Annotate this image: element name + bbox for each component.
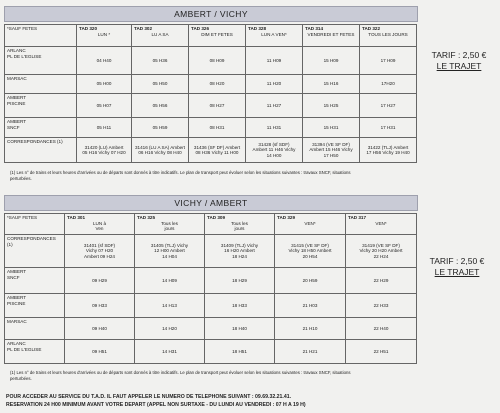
column-header: TAD 302 LU A SA bbox=[132, 25, 189, 47]
time-cell: 08 H20 bbox=[189, 75, 246, 94]
column-header: TAD 301 LUN à Ven bbox=[65, 214, 135, 235]
column-header: TAD 326 DIM ET FETES bbox=[189, 25, 246, 47]
time-cell: 22 H29 bbox=[346, 268, 417, 294]
header-row bbox=[5, 25, 417, 47]
connection-cell: 31428 (sf SDF) Ambert 11 H46 Vichy 14 H00 bbox=[246, 138, 303, 163]
column-header: TAD 314 VENDREDI ET FETES bbox=[303, 25, 360, 47]
correspondances-label: CORRESPONDANCES (1) bbox=[5, 138, 77, 163]
timetable-vichy-ambert bbox=[4, 213, 417, 364]
tarif-label: TARIF : 2,50 € bbox=[429, 256, 485, 266]
time-cell: 21 H21 bbox=[275, 340, 346, 364]
time-cell: 08 H09 bbox=[189, 47, 246, 75]
time-cell: 14 H13 bbox=[135, 294, 205, 318]
time-cell: 18 H29 bbox=[205, 268, 275, 294]
connection-cell: 31422 (TLJ) Ambert 17 H56 Vichy 19 H40 bbox=[360, 138, 417, 163]
correspondances-row bbox=[5, 138, 417, 163]
reservation-line: RESERVATION 24 H00 MINIMUM AVANT VOTRE DEPART (APPEL NON SURTAXE - DU LUNDI AU VENDREDI : 07 H A 19 H) bbox=[6, 401, 306, 408]
tarif-box-1 bbox=[420, 50, 498, 72]
table-row bbox=[5, 75, 417, 94]
timetable-ambert-vichy bbox=[4, 24, 417, 163]
time-cell: 05 H50 bbox=[132, 75, 189, 94]
time-cell: 09 H29 bbox=[65, 268, 135, 294]
table-row bbox=[5, 268, 417, 294]
column-header: TAD 320 LUN * bbox=[77, 25, 132, 47]
time-cell: 15 H31 bbox=[303, 118, 360, 138]
sauf-fetes-header: *SAUF FETES bbox=[5, 214, 65, 235]
correspondances-row bbox=[5, 235, 417, 268]
time-cell: 11 H27 bbox=[246, 94, 303, 118]
sauf-fetes-header: *SAUF FETES bbox=[5, 25, 77, 47]
connection-cell: 31409 (TLJ) Vichy 16 H20 Ambert 18 H24 bbox=[205, 235, 275, 268]
section-title-vichy-ambert: VICHY / AMBERT bbox=[4, 195, 418, 211]
time-cell: 18 H51 bbox=[205, 340, 275, 364]
time-cell: 05 H36 bbox=[132, 47, 189, 75]
time-cell: 11 H20 bbox=[246, 75, 303, 94]
time-cell: 08 H27 bbox=[189, 94, 246, 118]
column-header: TAD 329 VEN* bbox=[275, 214, 346, 235]
column-header: TAD 317 VEN* bbox=[346, 214, 417, 235]
column-header: TAD 325 Tous les jours bbox=[135, 214, 205, 235]
column-header: TAD 309 Tous les jours bbox=[205, 214, 275, 235]
connection-cell: 31420 (LU) Ambert 05 H16 Vichy 07 H20 bbox=[77, 138, 132, 163]
table-row bbox=[5, 318, 417, 340]
tarif-sub: LE TRAJET bbox=[434, 267, 480, 277]
time-cell: 08 H31 bbox=[189, 118, 246, 138]
time-cell: 17 H09 bbox=[360, 47, 417, 75]
tarif-sub: LE TRAJET bbox=[436, 61, 482, 71]
time-cell: 22 H40 bbox=[346, 318, 417, 340]
reservation-footer bbox=[6, 394, 496, 410]
time-cell: 18 H33 bbox=[205, 294, 275, 318]
stop-name: AMBERT SNCF bbox=[5, 268, 65, 294]
stop-name: MARSAC bbox=[5, 318, 65, 340]
connection-cell: 31401 (sf SDF) Vichy 07 H20 Ambert 09 H24 bbox=[65, 235, 135, 268]
time-cell: 05 H00 bbox=[77, 75, 132, 94]
stop-name: ARLANC PL DE L'EGLISE bbox=[5, 47, 77, 75]
time-cell: 20 H59 bbox=[275, 268, 346, 294]
time-cell: 14 H20 bbox=[135, 318, 205, 340]
time-cell: 05 H11 bbox=[77, 118, 132, 138]
stop-name: AMBERT PISCINE bbox=[5, 294, 65, 318]
time-cell: 18 H40 bbox=[205, 318, 275, 340]
time-cell: 17 H27 bbox=[360, 94, 417, 118]
stop-name: ARLANC PL DE L'EGLISE bbox=[5, 340, 65, 364]
phone-line: POUR ACCEDER AU SERVICE DU T.A.D. IL FAUT APPELER LE NUMERO DE TELEPHONE SUIVANT : 09.69.32.21.41. bbox=[6, 394, 292, 400]
connection-cell: 31416 (LU A SA) Ambert 06 H16 Vichy 08 H40 bbox=[132, 138, 189, 163]
time-cell: 11 H31 bbox=[246, 118, 303, 138]
connection-cell: 31394 (VE SF DF) Ambert 15 H46 Vichy 17 H50 bbox=[303, 138, 360, 163]
tarif-box-2 bbox=[418, 256, 496, 278]
time-cell: 14 H31 bbox=[135, 340, 205, 364]
tarif-label: TARIF : 2,50 € bbox=[431, 50, 487, 60]
time-cell: 21 H10 bbox=[275, 318, 346, 340]
table-row bbox=[5, 294, 417, 318]
time-cell: 17 H31 bbox=[360, 118, 417, 138]
stop-name: AMBERT PISCINE bbox=[5, 94, 77, 118]
connection-cell: 31405 (TLJ) Vichy 12 H00 Ambert 14 H04 bbox=[135, 235, 205, 268]
table-row bbox=[5, 94, 417, 118]
time-cell: 21 H03 bbox=[275, 294, 346, 318]
time-cell: 15 H09 bbox=[303, 47, 360, 75]
table-row bbox=[5, 340, 417, 364]
time-cell: 05 H56 bbox=[132, 94, 189, 118]
time-cell: 09 H40 bbox=[65, 318, 135, 340]
time-cell: 15 H16 bbox=[303, 75, 360, 94]
connection-cell: 31415 (VE SF DF) Vichy 18 H50 Ambert 20 H54 bbox=[275, 235, 346, 268]
table-row bbox=[5, 118, 417, 138]
connection-cell: 31436 (SF DF) Ambert 08 H36 Vichy 11 H00 bbox=[189, 138, 246, 163]
column-header: TAD 328 LUN A VEN* bbox=[246, 25, 303, 47]
time-cell: 22 H51 bbox=[346, 340, 417, 364]
stop-name: MARSAC bbox=[5, 75, 77, 94]
time-cell: 04 H40 bbox=[77, 47, 132, 75]
time-cell: 05 H07 bbox=[77, 94, 132, 118]
time-cell: 17H20 bbox=[360, 75, 417, 94]
stop-name: AMBERT SNCF bbox=[5, 118, 77, 138]
section-title-ambert-vichy: AMBERT / VICHY bbox=[4, 6, 418, 22]
connection-cell: 31419 (VE SF DF) Vichy 20 H20 Ambert 22 H24 bbox=[346, 235, 417, 268]
column-header: TAD 322 TOUS LES JOURS bbox=[360, 25, 417, 47]
header-row bbox=[5, 214, 417, 235]
time-cell: 09 H51 bbox=[65, 340, 135, 364]
footnote-ambert-vichy: (1) Les n° de trains et leurs heures d'arrivées ou de départs sont donnés à titre indicatifs. Le plan de transport peut évoluer selon les situations suivantes : travaux SNCF, situations perturbées. bbox=[10, 170, 351, 181]
time-cell: 22 H33 bbox=[346, 294, 417, 318]
table-row bbox=[5, 47, 417, 75]
correspondances-label: CORRESPONDANCES (1) bbox=[5, 235, 65, 268]
time-cell: 05 H59 bbox=[132, 118, 189, 138]
time-cell: 14 H09 bbox=[135, 268, 205, 294]
time-cell: 15 H25 bbox=[303, 94, 360, 118]
time-cell: 09 H33 bbox=[65, 294, 135, 318]
time-cell: 11 H09 bbox=[246, 47, 303, 75]
footnote-vichy-ambert: (1) Les n° de trains et leurs heures d'arrivées ou de départs sont donnés à titre indicatifs. Le plan de transport peut évoluer selon les situations suivantes : travaux SNCF, situations perturbées. bbox=[10, 370, 351, 381]
